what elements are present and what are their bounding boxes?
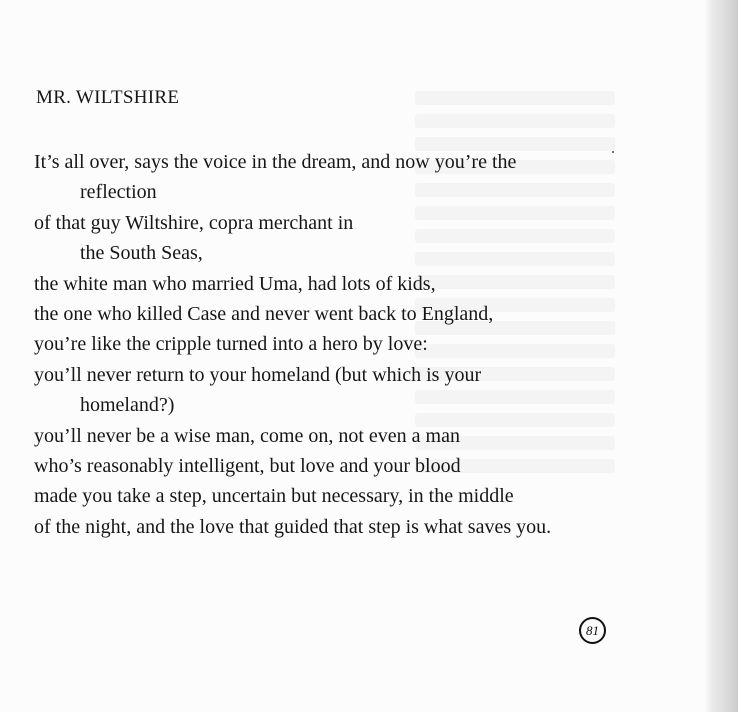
poem-line: made you take a step, uncertain but necessary, in the middle (34, 485, 514, 508)
poem-line: the white man who married Uma, had lots of kids, (34, 272, 436, 295)
poem-line: you’ll never be a wise man, come on, not even a man (34, 424, 460, 447)
poem-line: of the night, and the love that guided that step is what saves you. (34, 515, 552, 538)
poem-line: of that guy Wiltshire, copra merchant in (34, 211, 354, 234)
ink-speck (612, 151, 614, 153)
poem-line-continuation: homeland?) (80, 394, 175, 417)
poem-line: you’ll never return to your homeland (but which is your (34, 363, 482, 386)
poem-body (34, 147, 674, 542)
poem-title: MR. WILTSHIRE (36, 87, 180, 108)
poem-line: who’s reasonably intelligent, but love and your blood (34, 455, 461, 478)
poem-line-continuation: reflection (80, 181, 157, 204)
page-number-badge: 81 (579, 617, 606, 644)
poem-line-continuation: the South Seas, (80, 242, 203, 265)
page-edge-shadow (704, 0, 738, 712)
poem-line: the one who killed Case and never went back to England, (34, 303, 494, 326)
poem-line: you’re like the cripple turned into a hero by love: (34, 333, 428, 356)
poem-line: It’s all over, says the voice in the dream, and now you’re the (34, 151, 517, 173)
